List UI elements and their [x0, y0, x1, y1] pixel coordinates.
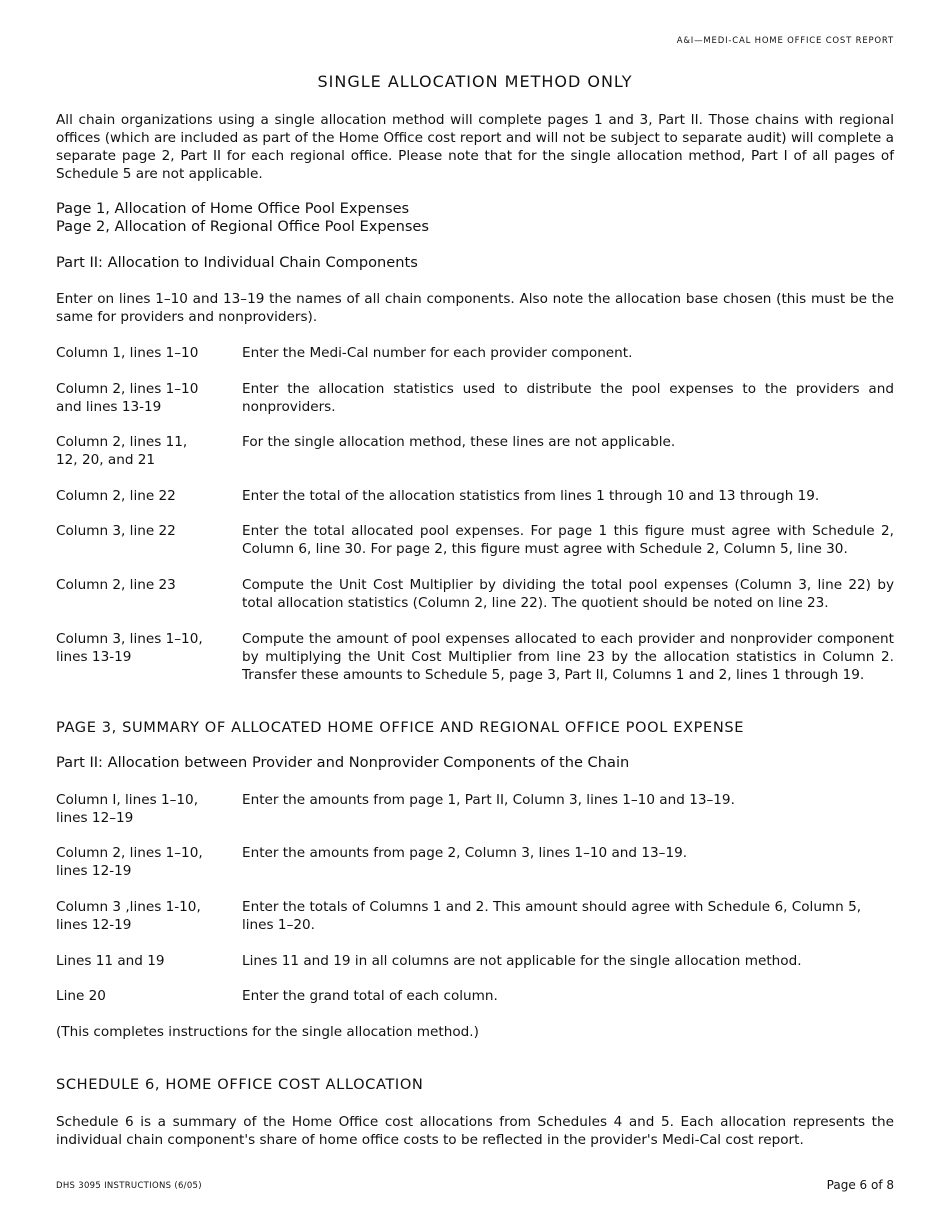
row-label-line2: and lines 13-19	[56, 399, 162, 415]
row-label-line1: Line 20	[56, 988, 106, 1004]
row-label	[56, 344, 236, 362]
part2-intro: Enter on lines 1–10 and 13–19 the names of all chain components. Also note the allocation base chosen (this must be the same for providers and nonproviders).	[56, 291, 894, 325]
row-label-line2: 12, 20, and 21	[56, 452, 156, 468]
running-header: A&I—MEDI-CAL HOME OFFICE COST REPORT	[676, 36, 894, 46]
intro-paragraph: All chain organizations using a single allocation method will complete pages 1 and 3, Part II. Those chains with regional offices (which are included as part of the Home Office cost report and will not be subject to separate audit) will complete a separate page 2, Part II for each regional office. Please note that for the single allocation method, Part I of all pages of Schedule 5 are not applicable.	[56, 112, 894, 182]
schedule6-paragraph: Schedule 6 is a summary of the Home Office cost allocations from Schedules 4 and 5. Each allocation represents the individual chain component's share of home office costs to be reflected in the provider's Medi-Cal cost report.	[56, 1114, 894, 1148]
row-label-line1: Lines 11 and 19	[56, 953, 165, 969]
row-label-line2: lines 12-19	[56, 917, 132, 933]
row-text: Enter the totals of Columns 1 and 2. This amount should agree with Schedule 6, Column 5, lines 1–20.	[242, 899, 862, 933]
row-text: Enter the total allocated pool expenses. For page 1 this figure must agree with Schedule 2, Column 6, line 30. For page 2, this figure must agree with Schedule 2, Column 5, line 30.	[242, 523, 894, 557]
row-label-line1: Column 3, line 22	[56, 523, 176, 539]
page-title: SINGLE ALLOCATION METHOD ONLY	[317, 72, 633, 91]
row-label-line1: Column 2, line 23	[56, 577, 176, 593]
schedule6-heading: SCHEDULE 6, HOME OFFICE COST ALLOCATION	[56, 1076, 424, 1093]
row-text: Compute the amount of pool expenses allocated to each provider and nonprovider component by multiplying the Unit Cost Multiplier from line 23 by the allocation statistics in Column 2. Transfer these amounts to Schedule 5, page 3, Part II, Columns 1 and 2, lines 1 through 19.	[242, 631, 894, 683]
completion-note: (This completes instructions for the single allocation method.)	[56, 1024, 479, 1040]
row-label-line1: Column 3, lines 1–10,	[56, 631, 203, 647]
row-label	[56, 987, 236, 1005]
pages-heading-line2: Page 2, Allocation of Regional Office Pool Expenses	[56, 218, 430, 235]
row-label	[56, 952, 236, 970]
row-label-line2: lines 12-19	[56, 863, 132, 879]
form-id: DHS 3095 INSTRUCTIONS (6/05)	[56, 1181, 202, 1191]
row-label-line1: Column I, lines 1–10,	[56, 792, 199, 808]
row-label-line1: Column 2, lines 1–10,	[56, 845, 203, 861]
row-label	[56, 522, 236, 540]
row-label	[56, 844, 236, 880]
row-label	[56, 380, 236, 416]
row-text: Lines 11 and 19 in all columns are not applicable for the single allocation method.	[242, 953, 802, 969]
part2-heading: Part II: Allocation to Individual Chain Components	[56, 254, 418, 271]
row-text: Enter the Medi-Cal number for each provider component.	[242, 345, 633, 361]
row-label	[56, 487, 236, 505]
row-text: Enter the total of the allocation statistics from lines 1 through 10 and 13 through 19.	[242, 488, 820, 504]
row-label-line2: lines 12–19	[56, 810, 134, 826]
page3-part2-heading: Part II: Allocation between Provider and Nonprovider Components of the Chain	[56, 754, 630, 771]
row-label-line1: Column 2, line 22	[56, 488, 176, 504]
row-label-line1: Column 3 ,lines 1-10,	[56, 899, 201, 915]
row-text: Enter the grand total of each column.	[242, 988, 498, 1004]
row-label	[56, 576, 236, 594]
row-text: For the single allocation method, these lines are not applicable.	[242, 434, 676, 450]
row-label-line1: Column 1, lines 1–10	[56, 345, 199, 361]
row-label-line1: Column 2, lines 11,	[56, 434, 188, 450]
row-label-line2: lines 13-19	[56, 649, 132, 665]
page3-heading: PAGE 3, SUMMARY OF ALLOCATED HOME OFFICE AND REGIONAL OFFICE POOL EXPENSE	[56, 719, 745, 736]
row-text: Enter the amounts from page 1, Part II, Column 3, lines 1–10 and 13–19.	[242, 792, 735, 808]
row-label-line1: Column 2, lines 1–10	[56, 381, 199, 397]
row-text: Compute the Unit Cost Multiplier by dividing the total pool expenses (Column 3, line 22) by total allocation statistics (Column 2, line 22). The quotient should be noted on line 23.	[242, 577, 894, 611]
row-label	[56, 791, 236, 827]
pages-heading-line1: Page 1, Allocation of Home Office Pool Expenses	[56, 200, 410, 217]
row-label	[56, 630, 236, 666]
row-text: Enter the allocation statistics used to distribute the pool expenses to the providers and nonproviders.	[242, 381, 894, 415]
row-text: Enter the amounts from page 2, Column 3, lines 1–10 and 13–19.	[242, 845, 688, 861]
row-label	[56, 433, 236, 469]
row-label	[56, 898, 236, 934]
page-number: Page 6 of 8	[826, 1178, 894, 1192]
